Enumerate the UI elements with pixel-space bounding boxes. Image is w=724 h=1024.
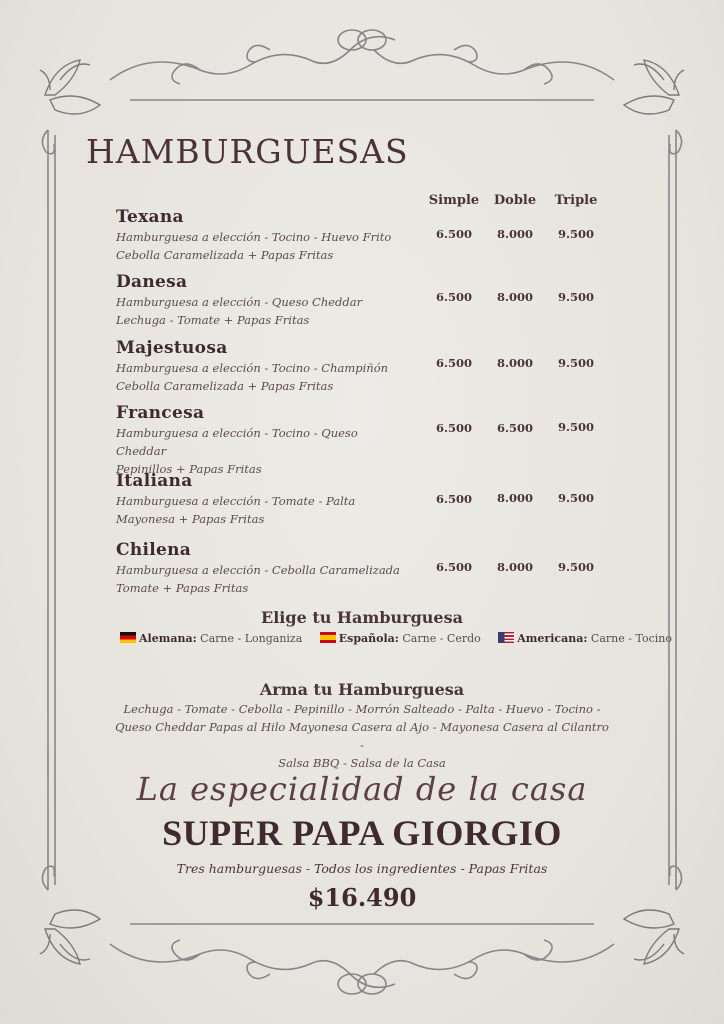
price-simple: 6.500 [435,421,472,435]
option-text: Carne - Tocino [590,632,672,645]
item-desc-line1: Hamburguesa a elección - Tocino - Huevo Frito [116,230,392,244]
column-header-simple: Simple [428,193,480,208]
especialidad-script: La especialidad de la casa [136,770,588,808]
ingredients-line3: Salsa BBQ - Salsa de la Casa [278,756,446,770]
price-triple: 9.500 [557,227,594,241]
price-simple: 6.500 [435,290,472,304]
ingredients-line2: Queso Cheddar Papas al Hilo Mayonesa Casera al Ajo - Mayonesa Casera al Cilantro - [115,720,609,752]
item-name: Majestuosa [116,338,228,358]
menu-item-francesa [116,402,616,478]
item-name: Texana [116,207,184,227]
item-desc-line1: Hamburguesa a elección - Tomate - Palta [116,494,356,508]
column-header-doble: Doble [493,193,537,208]
ingredients-line1: Lechuga - Tomate - Cebolla - Pepinillo - Morrón Salteado - Palta - Huevo - Tocino - [123,702,601,716]
option-label: Alemana: [139,632,197,645]
special-price: $16.490 [307,883,417,912]
item-name: Francesa [116,403,205,423]
special-name: SUPER PAPA GIORGIO [162,813,562,853]
page-title: HAMBURGUESAS [86,132,409,171]
spain-flag-icon [320,632,336,643]
burger-style-options [120,632,672,645]
flower-icon-top-left [40,60,100,114]
special-desc: Tres hamburguesas - Todos los ingredientes - Papas Fritas [176,861,548,876]
price-doble: 8.000 [496,356,533,370]
price-simple: 6.500 [435,227,472,241]
price-doble: 8.000 [496,290,533,304]
price-simple: 6.500 [435,356,472,370]
price-triple: 9.500 [557,290,594,304]
item-desc-line2: Mayonesa + Papas Fritas [116,512,265,526]
arma-ingredients [112,700,612,772]
item-desc-line2: Lechuga - Tomate + Papas Fritas [116,313,310,327]
price-doble: 8.000 [496,560,533,574]
germany-flag-icon [120,632,136,643]
flower-icon-top-right [624,60,684,114]
option-text: Carne - Cerdo [402,632,481,645]
flower-icon-bottom-left [40,910,100,964]
column-header-triple: Triple [554,193,598,208]
item-name: Italiana [116,471,193,491]
flower-icon-bottom-right [624,910,684,964]
item-desc-line1: Hamburguesa a elección - Queso Cheddar [116,295,363,309]
usa-flag-icon [498,632,514,643]
option-label: Española: [338,632,399,645]
price-triple: 9.500 [557,491,594,505]
item-desc-line2: Cebolla Caramelizada + Papas Fritas [116,379,334,393]
item-desc-line2: Cebolla Caramelizada + Papas Fritas [116,248,334,262]
item-desc-line1: Hamburguesa a elección - Cebolla Caramelizada [116,563,400,577]
item-name: Chilena [116,540,192,560]
price-doble: 8.000 [496,491,533,505]
item-desc-line1: Hamburguesa a elección - Tocino - Queso Cheddar [116,426,358,458]
price-simple: 6.500 [435,492,472,506]
price-triple: 9.500 [557,356,594,370]
option-text: Carne - Longaniza [200,632,303,645]
price-triple: 9.500 [557,420,594,434]
item-desc-line1: Hamburguesa a elección - Tocino - Champiñón [116,361,389,375]
item-desc-line2: Tomate + Papas Fritas [116,581,249,595]
arma-title: Arma tu Hamburguesa [259,680,465,699]
item-desc-line2: Pepinillos + Papas Fritas [116,462,262,476]
option-label: Americana: [517,632,588,645]
item-name: Danesa [116,272,188,292]
price-simple: 6.500 [435,560,472,574]
price-doble: 8.000 [496,227,533,241]
price-triple: 9.500 [557,560,594,574]
price-doble: 6.500 [496,421,533,435]
elige-title: Elige tu Hamburguesa [261,608,463,627]
